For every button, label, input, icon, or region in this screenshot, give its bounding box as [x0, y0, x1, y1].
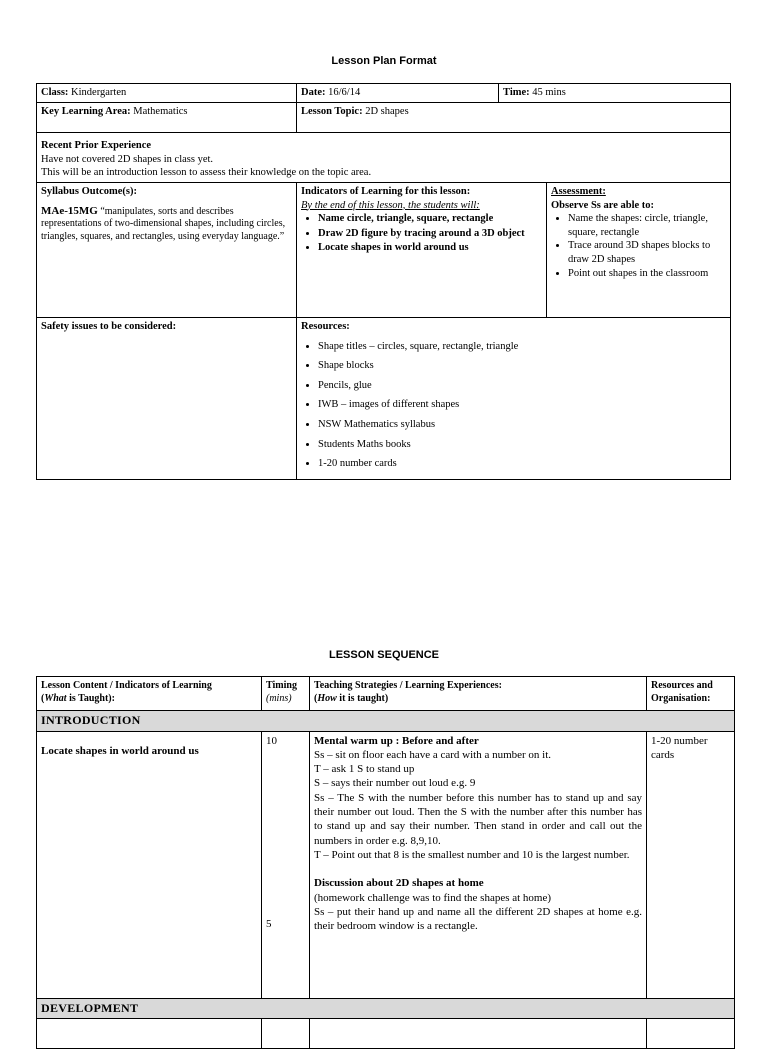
- indicators-list: [301, 212, 542, 255]
- assessment-list: [551, 212, 726, 280]
- sequence-title: LESSON SEQUENCE: [328, 649, 440, 661]
- kla-value: Mathematics: [130, 106, 188, 117]
- resources-cell: [297, 317, 731, 479]
- kla-cell: [37, 103, 297, 133]
- resource-item: • Pencils, glue: [318, 379, 726, 393]
- assessment-intro: Observe Ss are able to:: [551, 199, 655, 211]
- activity2-title: Discussion about 2D shapes at home: [314, 877, 484, 890]
- class-value: Kindergarten: [68, 87, 127, 98]
- time-cell: [499, 84, 731, 103]
- header-resources-line1: Resources and: [651, 680, 713, 691]
- indicators-cell: [297, 182, 547, 317]
- header-how: How: [317, 693, 337, 704]
- activity2-line: Ss – put their hand up and name all the different 2D shapes at home e.g. their bedroom window is a rectangle.: [314, 905, 642, 933]
- activity1-line: T – Point out that 8 is the smallest number and 10 is the largest number.: [314, 848, 630, 861]
- resource-item: • Shape titles – circles, square, rectangle, triangle: [318, 340, 726, 354]
- page-title: Lesson Plan Format: [331, 55, 437, 67]
- header-timing: [262, 677, 310, 711]
- header-paren: (: [41, 693, 45, 704]
- resource-item: • IWB – images of different shapes: [318, 398, 726, 412]
- dev-content-cell: [37, 1019, 262, 1049]
- header-what: What: [44, 693, 67, 704]
- header-strategies-line1: Teaching Strategies / Learning Experiences:: [314, 680, 502, 691]
- prior-line-1: Have not covered 2D shapes in class yet.: [41, 153, 214, 165]
- assessment-cell: [547, 182, 731, 317]
- header-timing-label: Timing: [266, 680, 297, 691]
- prior-heading: Recent Prior Experience: [41, 140, 152, 151]
- development-section: DEVELOPMENT: [37, 998, 735, 1019]
- header-resources: [647, 677, 735, 711]
- prior-line-2: This will be an introduction lesson to assess their knowledge on the topic area.: [41, 167, 372, 179]
- topic-value: 2D shapes: [362, 106, 409, 117]
- resource-item: • Shape blocks: [318, 359, 726, 373]
- assessment-heading: Assessment:: [551, 185, 606, 197]
- intro-strategies-cell: [310, 731, 647, 998]
- assessment-item: • Name the shapes: circle, triangle, square, rectangle: [568, 212, 726, 239]
- intro-resources-cell: [647, 731, 735, 998]
- dev-resources-cell: [647, 1019, 735, 1049]
- date-value: 16/6/14: [325, 87, 361, 98]
- safety-cell: [37, 317, 297, 479]
- activity1-timing: 10: [266, 734, 277, 747]
- resources-heading: Resources:: [301, 320, 350, 332]
- activity1-line: Ss – The S with the number before this number has to stand up and say their number out loud. Then the S with the number after this number has to stand up and say their number. Then stand in order and call out the numbers in order e.g. 8,9,10.: [314, 791, 642, 847]
- header-paren: (: [314, 693, 318, 704]
- topic-label: Lesson Topic:: [301, 106, 363, 117]
- date-label: Date:: [301, 87, 326, 98]
- time-label: Time:: [503, 87, 530, 98]
- header-content: [37, 677, 262, 711]
- introduction-section: INTRODUCTION: [37, 711, 735, 732]
- intro-content: Locate shapes in world around us: [41, 744, 199, 757]
- activity2-timing: 5: [266, 917, 272, 930]
- header-strategies: [310, 677, 647, 711]
- dev-strategies-cell: [310, 1019, 647, 1049]
- resource-item: • NSW Mathematics syllabus: [318, 418, 726, 432]
- class-cell: [37, 84, 297, 103]
- activity1-resources: 1-20 number cards: [651, 734, 708, 761]
- activity2-line: (homework challenge was to find the shapes at home): [314, 891, 552, 904]
- dev-timing-cell: [262, 1019, 310, 1049]
- class-label: Class:: [41, 87, 69, 98]
- indicator-item: • Locate shapes in world around us: [318, 241, 542, 255]
- syllabus-code: MAe-15MG: [41, 204, 98, 217]
- lesson-plan-table: [36, 83, 731, 480]
- syllabus-text: “manipulates, sorts and describes representations of two-dimensional shapes, including circles, triangles, squares, and rectangles, using everyday language.”: [41, 205, 286, 242]
- activity1-line: Ss – sit on floor each have a card with a number on it.: [314, 748, 552, 761]
- activity1-line: S – says their number out loud e.g. 9: [314, 777, 476, 790]
- topic-cell: [297, 103, 731, 133]
- indicators-heading: Indicators of Learning for this lesson:: [301, 185, 471, 197]
- header-content-line1: Lesson Content / Indicators of Learning: [41, 680, 212, 691]
- assessment-item: • Point out shapes in the classroom: [568, 267, 726, 281]
- indicator-item: • Draw 2D figure by tracing around a 3D object: [318, 227, 542, 241]
- indicators-intro: By the end of this lesson, the students will:: [301, 199, 480, 211]
- syllabus-heading: Syllabus Outcome(s):: [41, 185, 137, 197]
- header-resources-line2: Organisation:: [651, 693, 711, 704]
- prior-experience-cell: [37, 133, 731, 183]
- syllabus-cell: [37, 182, 297, 317]
- header-strategies-rest: it is taught): [336, 693, 389, 704]
- indicator-item: • Name circle, triangle, square, rectangle: [318, 212, 542, 226]
- date-cell: [297, 84, 499, 103]
- activity1-title: Mental warm up : Before and after: [314, 734, 479, 747]
- assessment-item: • Trace around 3D shapes blocks to draw 2D shapes: [568, 239, 726, 266]
- resource-item: • 1-20 number cards: [318, 457, 726, 471]
- lesson-sequence-table: [36, 676, 735, 1049]
- intro-content-cell: [37, 731, 262, 998]
- activity1-line: T – ask 1 S to stand up: [314, 763, 415, 776]
- resources-list: [301, 340, 726, 471]
- time-value: 45 mins: [529, 87, 566, 98]
- resource-item: • Students Maths books: [318, 438, 726, 452]
- header-timing-unit: (mins): [266, 693, 292, 704]
- kla-label: Key Learning Area:: [41, 106, 131, 117]
- safety-heading: Safety issues to be considered:: [41, 320, 177, 332]
- header-content-rest: is Taught):: [66, 693, 115, 704]
- intro-timing-cell: [262, 731, 310, 998]
